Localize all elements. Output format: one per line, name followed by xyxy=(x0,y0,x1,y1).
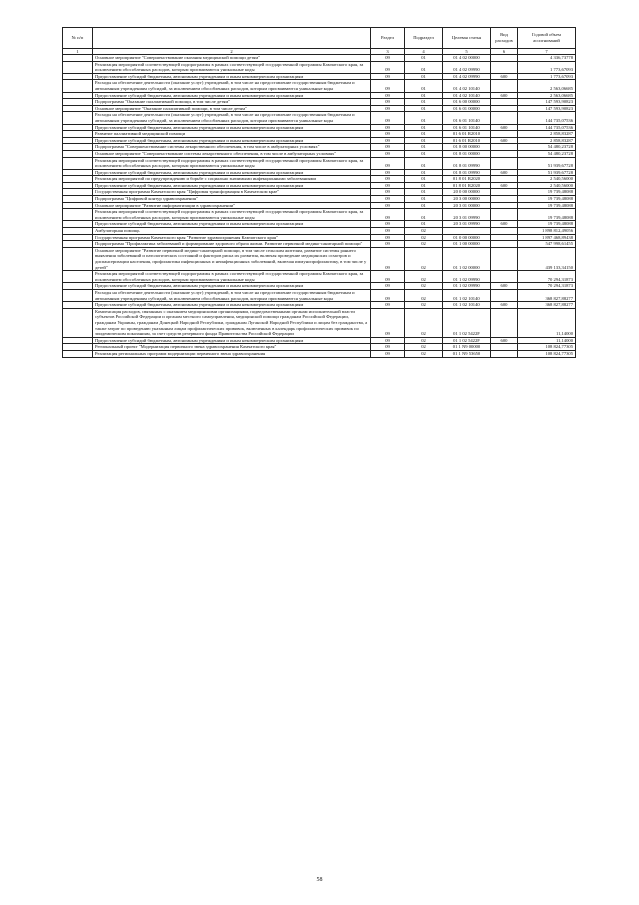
row-amount-cell: 108 824,77305 xyxy=(518,350,576,357)
row-name-cell: Предоставление субсидий бюджетным, автономным учреждениям и иным некоммерческим организациям xyxy=(93,283,371,290)
row-article-cell xyxy=(443,228,491,235)
row-subsection-cell: 02 xyxy=(405,271,443,283)
row-article-cell: 20 3 01 09990 xyxy=(443,209,491,221)
row-section-cell: 09 xyxy=(371,221,405,228)
header-expense-type: Вид расходов xyxy=(491,28,518,49)
row-amount-cell: 51 939,67728 xyxy=(518,157,576,169)
row-expense-type-cell: 600 xyxy=(491,283,518,290)
row-section-cell: 09 xyxy=(371,73,405,80)
row-article-cell: 20 0 00 00000 xyxy=(443,189,491,196)
header-section: Раздел xyxy=(371,28,405,49)
row-number-cell xyxy=(63,350,93,357)
table-row xyxy=(63,221,576,228)
row-amount-cell: 70 294,31873 xyxy=(518,271,576,283)
table-row xyxy=(63,202,576,209)
row-number-cell xyxy=(63,112,93,124)
table-row xyxy=(63,73,576,80)
column-number: 4 xyxy=(405,49,443,55)
row-section-cell: 09 xyxy=(371,105,405,112)
table-row xyxy=(63,247,576,270)
table-row xyxy=(63,241,576,248)
row-article-cell: 01 8 01 R2020 xyxy=(443,176,491,183)
row-number-cell xyxy=(63,131,93,138)
row-subsection-cell: 01 xyxy=(405,176,443,183)
row-expense-type-cell xyxy=(491,157,518,169)
row-amount-cell: 2 858,83287 xyxy=(518,131,576,138)
row-amount-cell: 108 824,77305 xyxy=(518,344,576,351)
row-number-cell xyxy=(63,196,93,203)
row-number-cell xyxy=(63,283,93,290)
row-subsection-cell: 01 xyxy=(405,150,443,157)
row-number-cell xyxy=(63,99,93,106)
row-number-cell xyxy=(63,157,93,169)
row-article-cell: 01 1 02 09990 xyxy=(443,283,491,290)
table-row xyxy=(63,209,576,221)
row-subsection-cell: 01 xyxy=(405,202,443,209)
row-subsection-cell: 01 xyxy=(405,169,443,176)
row-expense-type-cell xyxy=(491,196,518,203)
row-expense-type-cell xyxy=(491,150,518,157)
row-name-cell: Основное мероприятие "Совершенствование системы лекарственного обеспечения, в том числе в амбулаторных условиях" xyxy=(93,150,371,157)
row-expense-type-cell xyxy=(491,350,518,357)
row-subsection-cell: 01 xyxy=(405,221,443,228)
row-amount-cell: 11,14000 xyxy=(518,337,576,344)
row-article-cell: 01 1 02 5422F xyxy=(443,308,491,337)
row-section-cell: 09 xyxy=(371,209,405,221)
row-name-cell: Основное мероприятие "Развитие первичной медико-санитарной помощи, в том числе сельским жителям, развитие системы раннего выявления заболеваний и патологических состояний и факторов риска их развития, включая проведение медицинских осмотров и диспансеризации населения, профилактика инфекционных и неинфекционных заболеваний, включая иммунопрофилактику, в том числе у детей" xyxy=(93,247,371,270)
table-row xyxy=(63,271,576,283)
row-amount-cell: 11,14000 xyxy=(518,308,576,337)
header-article: Целевая статья xyxy=(443,28,491,49)
row-section-cell: 09 xyxy=(371,157,405,169)
row-article-cell: 01 4 02 10140 xyxy=(443,92,491,99)
row-name-cell: Реализация мероприятий по предупреждению и борьбе с социально значимыми инфекционными заболеваниями xyxy=(93,176,371,183)
row-article-cell: 20 3 01 00000 xyxy=(443,202,491,209)
row-article-cell: 01 6 01 R2010 xyxy=(443,131,491,138)
row-amount-cell: 19 739,48088 xyxy=(518,189,576,196)
row-expense-type-cell xyxy=(491,80,518,92)
table-row xyxy=(63,157,576,169)
row-amount-cell: 1 898 812,49056 xyxy=(518,228,576,235)
row-name-cell: Предоставление субсидий бюджетным, автономным учреждениям и иным некоммерческим организациям xyxy=(93,182,371,189)
row-section-cell: 09 xyxy=(371,92,405,99)
row-name-cell: Предоставление субсидий бюджетным, автономным учреждениям и иным некоммерческим организациям xyxy=(93,221,371,228)
row-article-cell: 20 3 00 00000 xyxy=(443,196,491,203)
row-expense-type-cell xyxy=(491,61,518,73)
row-expense-type-cell xyxy=(491,176,518,183)
row-amount-cell: 2 563,06685 xyxy=(518,92,576,99)
table-row xyxy=(63,350,576,357)
row-section-cell: 09 xyxy=(371,289,405,301)
row-amount-cell: 144 735,07536 xyxy=(518,124,576,131)
row-number-cell xyxy=(63,337,93,344)
table-row xyxy=(63,92,576,99)
row-section-cell: 09 xyxy=(371,196,405,203)
table-row xyxy=(63,150,576,157)
row-subsection-cell: 01 xyxy=(405,144,443,151)
row-amount-cell: 70 294,31873 xyxy=(518,283,576,290)
row-amount-cell: 51 939,67728 xyxy=(518,169,576,176)
column-number: 6 xyxy=(491,49,518,55)
row-amount-cell: 2 563,06685 xyxy=(518,80,576,92)
row-name-cell: Предоставление субсидий бюджетным, автономным учреждениям и иным некоммерческим организациям xyxy=(93,137,371,144)
row-article-cell: 20 3 01 09990 xyxy=(443,221,491,228)
row-subsection-cell: 01 xyxy=(405,80,443,92)
row-amount-cell: 1 773,67093 xyxy=(518,61,576,73)
row-section-cell: 09 xyxy=(371,182,405,189)
table-row xyxy=(63,308,576,337)
row-article-cell: 01 1 02 10140 xyxy=(443,302,491,309)
row-name-cell: Реализация мероприятий соответствующей подпрограммы в рамках соответствующей государственной программы Камчатского края, за исключением обособленных расходов, которым присваиваются уникальные коды xyxy=(93,61,371,73)
row-section-cell: 09 xyxy=(371,137,405,144)
row-number-cell xyxy=(63,221,93,228)
row-subsection-cell: 01 xyxy=(405,92,443,99)
row-amount-cell: 2 540,56000 xyxy=(518,182,576,189)
row-section-cell: 09 xyxy=(371,176,405,183)
table-row xyxy=(63,344,576,351)
row-amount-cell: 19 739,48088 xyxy=(518,202,576,209)
row-expense-type-cell xyxy=(491,209,518,221)
row-expense-type-cell xyxy=(491,234,518,241)
row-amount-cell: 1 773,67093 xyxy=(518,73,576,80)
page-number: 58 xyxy=(316,877,323,883)
row-expense-type-cell xyxy=(491,228,518,235)
row-amount-cell: 439 133,34150 xyxy=(518,247,576,270)
row-number-cell xyxy=(63,234,93,241)
row-number-cell xyxy=(63,137,93,144)
row-amount-cell: 147 593,90823 xyxy=(518,99,576,106)
row-subsection-cell: 01 xyxy=(405,73,443,80)
row-number-cell xyxy=(63,189,93,196)
row-section-cell: 09 xyxy=(371,124,405,131)
row-subsection-cell: 02 xyxy=(405,241,443,248)
row-subsection-cell: 02 xyxy=(405,283,443,290)
row-name-cell: Подпрограмма "Профилактика заболеваний и формирование здорового образа жизни. Развитие первичной медико-санитарной помощи" xyxy=(93,241,371,248)
row-number-cell xyxy=(63,92,93,99)
row-number-cell xyxy=(63,105,93,112)
row-section-cell: 09 xyxy=(371,234,405,241)
row-expense-type-cell xyxy=(491,271,518,283)
row-article-cell: 01 4 02 00000 xyxy=(443,55,491,62)
row-expense-type-cell: 600 xyxy=(491,302,518,309)
table-row xyxy=(63,144,576,151)
row-article-cell: 01 1 02 10140 xyxy=(443,289,491,301)
row-article-cell: 01 6 00 00000 xyxy=(443,99,491,106)
row-subsection-cell: 02 xyxy=(405,344,443,351)
row-amount-cell: 144 735,07536 xyxy=(518,112,576,124)
row-expense-type-cell: 600 xyxy=(491,124,518,131)
row-article-cell: 01 1 02 09990 xyxy=(443,271,491,283)
row-article-cell: 01 1 N9 53650 xyxy=(443,350,491,357)
row-number-cell xyxy=(63,61,93,73)
row-article-cell: 01 8 01 09990 xyxy=(443,157,491,169)
row-number-cell xyxy=(63,73,93,80)
row-section-cell: 09 xyxy=(371,202,405,209)
table-row xyxy=(63,283,576,290)
row-expense-type-cell xyxy=(491,289,518,301)
row-subsection-cell: 01 xyxy=(405,131,443,138)
row-subsection-cell: 01 xyxy=(405,209,443,221)
table-row xyxy=(63,228,576,235)
row-number-cell xyxy=(63,124,93,131)
row-number-cell xyxy=(63,182,93,189)
row-expense-type-cell xyxy=(491,344,518,351)
row-article-cell: 01 6 01 10140 xyxy=(443,124,491,131)
row-amount-cell: 368 827,88277 xyxy=(518,289,576,301)
row-name-cell: Подпрограмма "Совершенствование системы лекарственного обеспечения, в том числе в амбулаторных условиях" xyxy=(93,144,371,151)
row-amount-cell: 4 336,73778 xyxy=(518,55,576,62)
table-row xyxy=(63,105,576,112)
row-name-cell: Реализация мероприятий соответствующей подпрограммы в рамках соответствующей государственной программы Камчатского края, за исключением обособленных расходов, которым присваиваются уникальные коды xyxy=(93,271,371,283)
row-number-cell xyxy=(63,308,93,337)
row-name-cell: Предоставление субсидий бюджетным, автономным учреждениям и иным некоммерческим организациям xyxy=(93,124,371,131)
row-section-cell: 09 xyxy=(371,247,405,270)
row-number-cell xyxy=(63,202,93,209)
header-subsection: Подраздел xyxy=(405,28,443,49)
row-expense-type-cell xyxy=(491,247,518,270)
row-section-cell: 09 xyxy=(371,144,405,151)
table-row xyxy=(63,131,576,138)
row-number-cell xyxy=(63,344,93,351)
row-subsection-cell: 01 xyxy=(405,112,443,124)
row-expense-type-cell: 600 xyxy=(491,169,518,176)
row-section-cell: 09 xyxy=(371,302,405,309)
row-amount-cell: 54 480,23728 xyxy=(518,144,576,151)
table-body xyxy=(63,55,576,358)
row-subsection-cell: 02 xyxy=(405,228,443,235)
header-name xyxy=(93,28,371,49)
row-name-cell: Реализация мероприятий соответствующей подпрограммы в рамках соответствующей государственной программы Камчатского края, за исключением обособленных расходов, которым присваиваются уникальные коды xyxy=(93,157,371,169)
row-subsection-cell: 01 xyxy=(405,124,443,131)
row-article-cell: 01 4 02 09990 xyxy=(443,73,491,80)
table-row xyxy=(63,182,576,189)
row-subsection-cell: 01 xyxy=(405,99,443,106)
row-article-cell: 01 8 01 R2020 xyxy=(443,182,491,189)
row-number-cell xyxy=(63,144,93,151)
row-number-cell xyxy=(63,289,93,301)
row-article-cell: 01 6 01 00000 xyxy=(443,105,491,112)
table-row xyxy=(63,137,576,144)
row-expense-type-cell xyxy=(491,308,518,337)
row-expense-type-cell: 600 xyxy=(491,221,518,228)
header-amount: Годовой объем ассигнований xyxy=(518,28,576,49)
row-number-cell xyxy=(63,241,93,248)
row-article-cell: 01 4 02 10140 xyxy=(443,80,491,92)
row-expense-type-cell: 600 xyxy=(491,137,518,144)
row-subsection-cell: 01 xyxy=(405,182,443,189)
row-expense-type-cell xyxy=(491,105,518,112)
row-name-cell: Расходы на обеспечение деятельности (оказание услуг) учреждений, в том числе на предоставление государственным бюджетным и автономным учреждениям субсидий, за исключением обособленных расходов, которым присваиваются уникальные коды xyxy=(93,289,371,301)
row-expense-type-cell xyxy=(491,144,518,151)
row-amount-cell: 2 540,56000 xyxy=(518,176,576,183)
row-subsection-cell: 02 xyxy=(405,337,443,344)
row-name-cell: Реализация региональных программ модернизации первичного звена здравоохранения xyxy=(93,350,371,357)
row-section-cell: 09 xyxy=(371,80,405,92)
table-row xyxy=(63,169,576,176)
table-row xyxy=(63,234,576,241)
row-subsection-cell: 01 xyxy=(405,137,443,144)
row-expense-type-cell: 600 xyxy=(491,337,518,344)
row-article-cell: 01 6 01 10140 xyxy=(443,112,491,124)
row-section-cell: 09 xyxy=(371,131,405,138)
row-number-cell xyxy=(63,169,93,176)
column-number: 1 xyxy=(63,49,93,55)
table-row xyxy=(63,189,576,196)
row-name-cell: Предоставление субсидий бюджетным, автономным учреждениям и иным некоммерческим организациям xyxy=(93,337,371,344)
row-number-cell xyxy=(63,209,93,221)
row-article-cell: 01 8 01 09990 xyxy=(443,169,491,176)
row-name-cell: Компенсация расходов, связанных с оказанием медицинскими организациями, подведомственными органам исполнительной власти субъектов Российской Федерации и органам местного самоуправления, медицинской помощи гражданам Российской Федерации, гражданам Украины, гражданам Донецкой Народной Республики, гражданам Луганской Народной Республики и лицам без гражданства, а также затрат по проведению указанным лицам профилактических прививок, включенных в календарь профилактических прививок по эпидемическим показаниям, за счет средств резервного фонда Правительства Российской Федерации xyxy=(93,308,371,337)
row-name-cell: Основное мероприятие "Оказание паллиативной помощи, в том числе детям" xyxy=(93,105,371,112)
row-name-cell: Основное мероприятие "Развитие информатизации в здравоохранении" xyxy=(93,202,371,209)
row-section-cell: 09 xyxy=(371,344,405,351)
row-section-cell: 09 xyxy=(371,55,405,62)
table-row xyxy=(63,176,576,183)
row-article-cell: 01 1 02 00000 xyxy=(443,247,491,270)
row-amount-cell: 1 897 468,89438 xyxy=(518,234,576,241)
row-amount-cell: 19 739,48088 xyxy=(518,209,576,221)
row-number-cell xyxy=(63,150,93,157)
row-subsection-cell: 02 xyxy=(405,308,443,337)
row-expense-type-cell: 600 xyxy=(491,182,518,189)
row-expense-type-cell xyxy=(491,189,518,196)
row-name-cell: Основное мероприятие "Совершенствование оказания медицинской помощи детям" xyxy=(93,55,371,62)
row-name-cell: Подпрограмма "Цифровой контур здравоохранения" xyxy=(93,196,371,203)
row-amount-cell: 54 480,23728 xyxy=(518,150,576,157)
row-number-cell xyxy=(63,302,93,309)
row-name-cell: Предоставление субсидий бюджетным, автономным учреждениям и иным некоммерческим организациям xyxy=(93,92,371,99)
row-name-cell: Амбулаторная помощь xyxy=(93,228,371,235)
row-expense-type-cell xyxy=(491,131,518,138)
row-subsection-cell: 01 xyxy=(405,189,443,196)
row-article-cell: 01 8 01 00000 xyxy=(443,150,491,157)
row-article-cell: 01 1 N9 00000 xyxy=(443,344,491,351)
budget-table xyxy=(62,27,576,358)
row-expense-type-cell xyxy=(491,241,518,248)
row-subsection-cell: 02 xyxy=(405,289,443,301)
row-section-cell: 09 xyxy=(371,169,405,176)
row-section-cell: 09 xyxy=(371,189,405,196)
row-article-cell: 01 8 00 00000 xyxy=(443,144,491,151)
row-section-cell: 09 xyxy=(371,241,405,248)
row-name-cell: Государственная программа Камчатского края "Развитие здравоохранения Камчатского края" xyxy=(93,234,371,241)
row-section-cell: 09 xyxy=(371,61,405,73)
row-subsection-cell: 01 xyxy=(405,157,443,169)
row-number-cell xyxy=(63,228,93,235)
row-amount-cell: 2 858,83287 xyxy=(518,137,576,144)
row-name-cell: Государственная программа Камчатского края "Цифровая трансформация в Камчатском крае" xyxy=(93,189,371,196)
column-number: 3 xyxy=(371,49,405,55)
row-expense-type-cell: 600 xyxy=(491,92,518,99)
table-row xyxy=(63,124,576,131)
row-section-cell: 09 xyxy=(371,337,405,344)
table-header-row xyxy=(63,28,576,49)
table-row xyxy=(63,289,576,301)
row-article-cell: 01 4 02 09990 xyxy=(443,61,491,73)
table-row xyxy=(63,55,576,62)
row-number-cell xyxy=(63,80,93,92)
row-subsection-cell: 01 xyxy=(405,105,443,112)
row-expense-type-cell: 600 xyxy=(491,73,518,80)
row-name-cell: Региональный проект "Модернизация первичного звена здравоохранения Камчатского края" xyxy=(93,344,371,351)
table-row xyxy=(63,337,576,344)
row-expense-type-cell xyxy=(491,112,518,124)
row-section-cell: 09 xyxy=(371,99,405,106)
row-subsection-cell: 02 xyxy=(405,234,443,241)
table-row xyxy=(63,99,576,106)
table-row xyxy=(63,196,576,203)
row-amount-cell: 368 827,88277 xyxy=(518,302,576,309)
row-subsection-cell: 01 xyxy=(405,196,443,203)
column-number: 7 xyxy=(518,49,576,55)
table-row xyxy=(63,80,576,92)
row-section-cell: 09 xyxy=(371,283,405,290)
header-number: № п/п xyxy=(63,28,93,49)
row-number-cell xyxy=(63,176,93,183)
row-subsection-cell: 01 xyxy=(405,61,443,73)
column-number: 5 xyxy=(443,49,491,55)
table-row xyxy=(63,112,576,124)
row-name-cell: Подпрограмма "Оказание паллиативной помощи, в том числе детям" xyxy=(93,99,371,106)
row-name-cell: Расходы на обеспечение деятельности (оказание услуг) учреждений, в том числе на предоставление государственным бюджетным и автономным учреждениям субсидий, за исключением обособленных расходов, которым присваиваются уникальные коды xyxy=(93,112,371,124)
row-section-cell: 09 xyxy=(371,350,405,357)
row-subsection-cell: 02 xyxy=(405,247,443,270)
row-subsection-cell: 02 xyxy=(405,350,443,357)
row-name-cell: Предоставление субсидий бюджетным, автономным учреждениям и иным некоммерческим организациям xyxy=(93,302,371,309)
row-section-cell: 09 xyxy=(371,150,405,157)
row-article-cell: 01 1 00 00000 xyxy=(443,241,491,248)
column-number: 2 xyxy=(93,49,371,55)
row-name-cell: Предоставление субсидий бюджетным, автономным учреждениям и иным некоммерческим организациям xyxy=(93,169,371,176)
row-subsection-cell: 02 xyxy=(405,302,443,309)
row-number-cell xyxy=(63,271,93,283)
row-amount-cell: 19 739,48088 xyxy=(518,196,576,203)
row-name-cell: Развитие паллиативной медицинской помощи xyxy=(93,131,371,138)
row-expense-type-cell xyxy=(491,202,518,209)
row-amount-cell: 147 593,90823 xyxy=(518,105,576,112)
row-expense-type-cell xyxy=(491,55,518,62)
row-number-cell xyxy=(63,55,93,62)
row-section-cell: 09 xyxy=(371,228,405,235)
row-name-cell: Расходы на обеспечение деятельности (оказание услуг) учреждений, в том числе на предоставление государственным бюджетным и автономным учреждениям субсидий, за исключением обособленных расходов, которым присваиваются уникальные коды xyxy=(93,80,371,92)
row-article-cell: 01 0 00 00000 xyxy=(443,234,491,241)
table-row xyxy=(63,61,576,73)
row-name-cell: Реализация мероприятий соответствующей подпрограммы в рамках соответствующей государственной программы Камчатского края, за исключением обособленных расходов, которым присваиваются уникальные коды xyxy=(93,209,371,221)
row-section-cell: 09 xyxy=(371,271,405,283)
row-subsection-cell: 01 xyxy=(405,55,443,62)
row-amount-cell: 19 739,48088 xyxy=(518,221,576,228)
row-name-cell: Предоставление субсидий бюджетным, автономным учреждениям и иным некоммерческим организациям xyxy=(93,73,371,80)
row-section-cell: 09 xyxy=(371,112,405,124)
row-amount-cell: 547 998,61455 xyxy=(518,241,576,248)
row-expense-type-cell xyxy=(491,99,518,106)
table-row xyxy=(63,302,576,309)
row-article-cell: 01 1 02 5422F xyxy=(443,337,491,344)
row-article-cell: 01 6 01 R2010 xyxy=(443,137,491,144)
row-number-cell xyxy=(63,247,93,270)
row-section-cell: 09 xyxy=(371,308,405,337)
